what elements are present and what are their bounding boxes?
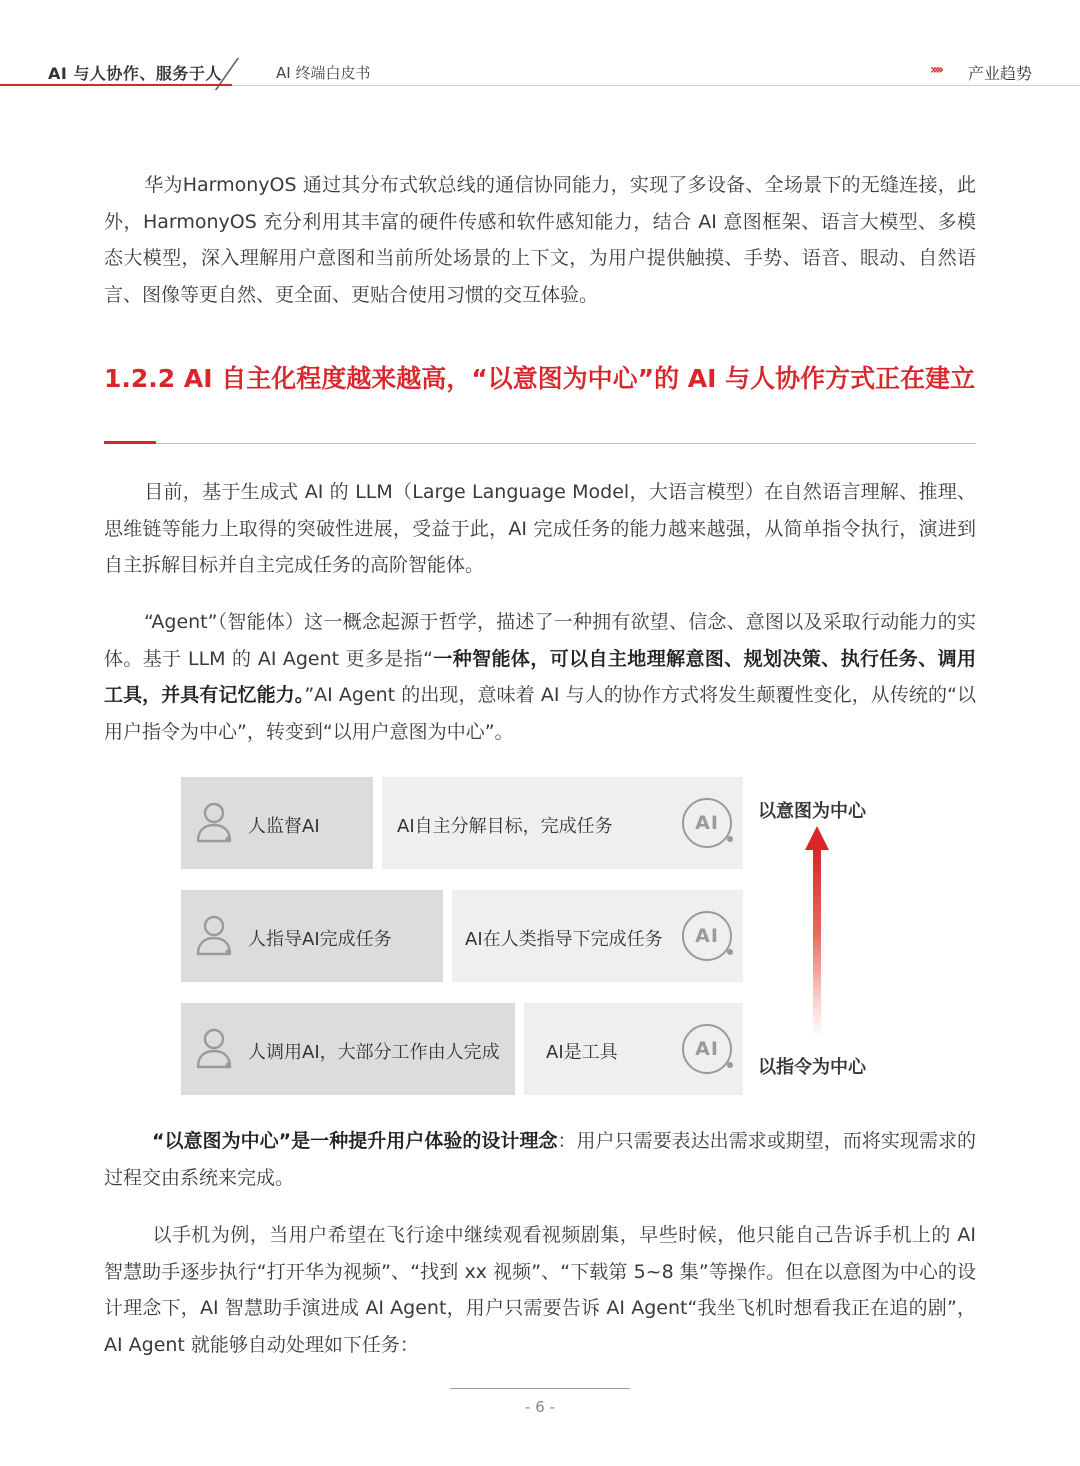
ai-icon: AI (682, 911, 732, 961)
person-icon (195, 914, 233, 958)
page-number: - 6 - (525, 1398, 555, 1416)
header-document-title: AI 终端白皮书 (276, 64, 371, 82)
header-rule (232, 85, 1080, 86)
chevrons-icon: ›››› (930, 62, 942, 78)
header-accent-line (0, 84, 232, 86)
person-icon (195, 1027, 233, 1071)
arrow-up-icon (805, 826, 829, 850)
human-role-label: 人调用AI，大部分工作由人完成 (248, 1042, 500, 1063)
agent-definition: 一种智能体，可以自主地理解意图、规划决策、执行任务、调用工具，并具有记忆能力。 (104, 647, 976, 706)
paragraph-agent: “Agent”（智能体）这一概念起源于哲学，描述了一种拥有欲望、信念、意图以及采取行动能力的实体。基于 LLM 的 AI Agent 更多是指“一种智能体，可以自主地理解意图、规划决策、执行任务、调用工具，并具有记忆能力。”AI Agent 的出现，意味着 AI 与人的协作方式将发生颠覆性变化，从传统的“以用户指令为中心”，转变到“以用户意图为中心”。 (104, 611, 976, 743)
page-header (0, 0, 1080, 90)
intent-centric-label: 以意图为中心 (758, 801, 866, 822)
footer-rule (450, 1388, 630, 1389)
ai-role-label: AI是工具 (546, 1042, 618, 1063)
progression-arrow (813, 848, 821, 1038)
ai-icon-dot (727, 836, 733, 842)
section-title: 1.2.2 AI 自主化程度越来越高，“以意图为中心”的 AI 与人协作方式正在建立 (104, 364, 976, 393)
ai-role-label: AI自主分解目标，完成任务 (397, 816, 613, 837)
human-role-label: 人指导AI完成任务 (248, 929, 392, 950)
paragraph-phone-example: 以手机为例，当用户希望在飞行途中继续观看视频剧集，早些时候，他只能自己告诉手机上的 AI 智慧助手逐步执行“打开华为视频”、“找到 xx 视频”、“下载第 5~8 集”等操作。但在以意图为中心的设计理念下，AI 智慧助手演进成 AI Agent，用户只需要告诉 AI Agent“我坐飞机时想看我正在追的剧”，AI Agent 就能够自动处理如下任务： (104, 1224, 976, 1356)
header-chapter-title: AI 与人协作、服务于人 (48, 64, 222, 83)
ai-icon-dot (727, 949, 733, 955)
paragraph-llm: 目前，基于生成式 AI 的 LLM（Large Language Model，大语言模型）在自然语言理解、推理、思维链等能力上取得的突破性进展，受益于此，AI 完成任务的能力越来越强，从简单指令执行，演进到自主拆解目标并自主完成任务的高阶智能体。 (104, 481, 976, 576)
ai-icon: AI (682, 798, 732, 848)
paragraph-harmonyos: 华为HarmonyOS 通过其分布式软总线的通信协同能力，实现了多设备、全场景下的无缝连接，此外，HarmonyOS 充分利用其丰富的硬件传感和软件感知能力，结合 AI 意图框架、语言大模型、多模态大模型，深入理解用户意图和当前所处场景的上下文，为用户提供触摸、手势、语音、眼动、自然语言、图像等更自然、更全面、更贴合使用习惯的交互体验。 (104, 174, 976, 306)
paragraph-intent-concept: “以意图为中心”是一种提升用户体验的设计理念：用户只需要表达出需求或期望，而将实现需求的过程交由系统来完成。 (104, 1130, 976, 1189)
instruction-centric-label: 以指令为中心 (758, 1057, 866, 1078)
section-title-rule (104, 443, 976, 444)
header-section-name: 产业趋势 (968, 64, 1033, 83)
section-title-accent (104, 441, 156, 444)
ai-icon-dot (727, 1062, 733, 1068)
person-icon (195, 801, 233, 845)
human-role-label: 人监督AI (248, 816, 320, 837)
ai-role-label: AI在人类指导下完成任务 (465, 929, 663, 950)
ai-icon: AI (682, 1024, 732, 1074)
